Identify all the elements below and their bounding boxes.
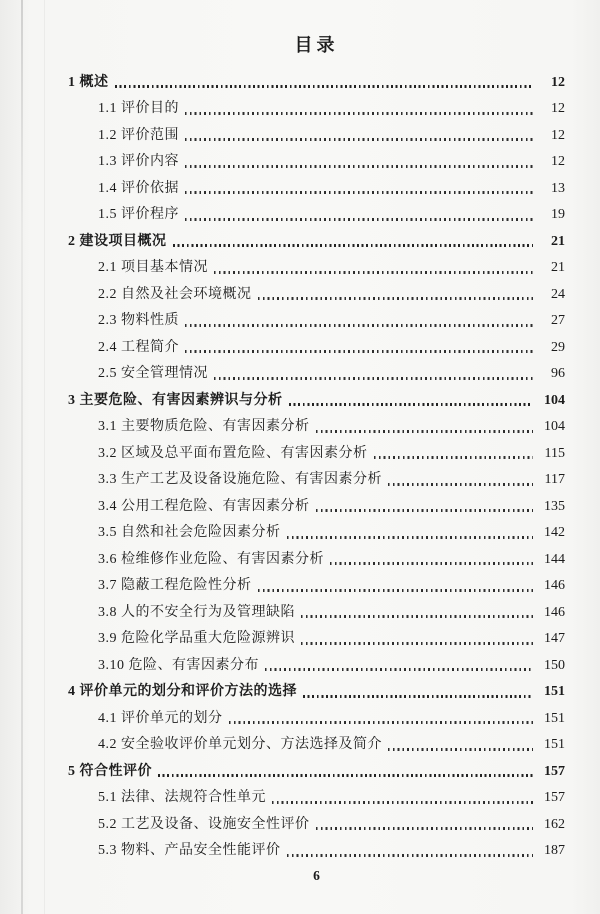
toc-leader-dots [185, 218, 533, 221]
toc-entry [68, 435, 565, 462]
toc-leader-dots [388, 483, 533, 486]
toc-entry-label: 2.2 自然及社会环境概况 [98, 286, 252, 302]
toc-list [68, 64, 565, 859]
toc-entry-label: 1.4 评价依据 [98, 180, 179, 196]
toc-entry-label: 4.2 安全验收评价单元划分、方法选择及简介 [98, 737, 382, 752]
toc-entry [68, 303, 565, 330]
toc-entry [68, 409, 565, 436]
toc-leader-dots [287, 536, 534, 539]
toc-entry-page: 13 [551, 180, 565, 196]
toc-leader-dots [185, 165, 533, 168]
toc-entry [68, 91, 565, 118]
toc-entry-page: 157 [544, 790, 565, 805]
toc-leader-dots [258, 297, 534, 300]
toc-entry-page: 29 [551, 339, 565, 355]
toc-entry-page: 12 [551, 101, 565, 116]
toc-entry [68, 382, 565, 409]
toc-entry-page: 12 [551, 127, 565, 143]
toc-entry-label: 2.4 工程简介 [98, 339, 179, 355]
toc-entry-page: 151 [544, 710, 565, 726]
toc-entry-label: 3 主要危险、有害因素辨识与分析 [68, 392, 283, 408]
toc-leader-dots [214, 271, 533, 274]
toc-entry-label: 3.4 公用工程危险、有害因素分析 [98, 498, 310, 514]
toc-entry [68, 541, 565, 568]
toc-entry-label: 1.5 评价程序 [98, 207, 179, 222]
toc-entry [68, 250, 565, 277]
toc-entry-page: 21 [551, 233, 565, 249]
toc-entry-label: 1.1 评价目的 [98, 101, 179, 116]
toc-leader-dots [173, 244, 534, 247]
toc-entry [68, 170, 565, 197]
toc-leader-dots [316, 827, 534, 830]
toc-entry-page: 151 [544, 684, 565, 699]
toc-entry [68, 568, 565, 595]
toc-leader-dots [330, 562, 533, 565]
toc-leader-dots [258, 589, 534, 592]
toc-entry-label: 5.2 工艺及设备、设施安全性评价 [98, 816, 310, 832]
toc-entry-label: 2 建设项目概况 [68, 233, 167, 249]
toc-leader-dots [272, 801, 533, 804]
toc-entry [68, 117, 565, 144]
toc-entry [68, 727, 565, 754]
toc-entry-page: 12 [551, 74, 565, 90]
toc-entry-page: 147 [544, 631, 565, 646]
toc-entry-label: 4.1 评价单元的划分 [98, 710, 223, 726]
toc-leader-dots [287, 854, 534, 857]
toc-entry-label: 3.7 隐蔽工程危险性分析 [98, 578, 252, 593]
toc-leader-dots [214, 377, 533, 380]
toc-entry-label: 5.1 法律、法规符合性单元 [98, 790, 266, 805]
toc-entry-page: 162 [544, 816, 565, 832]
toc-entry [68, 833, 565, 860]
toc-entry [68, 223, 565, 250]
toc-entry-label: 1 概述 [68, 74, 109, 90]
toc-entry-page: 115 [544, 445, 565, 461]
toc-entry [68, 144, 565, 171]
toc-entry-label: 5.3 物料、产品安全性能评价 [98, 843, 281, 858]
toc-entry-page: 12 [551, 154, 565, 169]
toc-entry-page: 146 [544, 604, 565, 620]
toc-leader-dots [316, 430, 534, 433]
toc-entry [68, 515, 565, 542]
scan-edge-artifact [21, 0, 23, 914]
toc-entry-label: 2.3 物料性质 [98, 313, 179, 328]
toc-entry-page: 104 [544, 392, 565, 408]
toc-leader-dots [289, 403, 534, 406]
toc-leader-dots [265, 668, 533, 671]
toc-entry-page: 187 [544, 843, 565, 858]
toc-entry-label: 3.1 主要物质危险、有害因素分析 [98, 419, 310, 434]
toc-entry-page: 96 [551, 366, 565, 381]
toc-entry-page: 24 [551, 286, 565, 302]
toc-entry-label: 3.10 危险、有害因素分布 [98, 657, 259, 673]
toc-leader-dots [374, 456, 534, 459]
toc-leader-dots [185, 350, 533, 353]
toc-entry-page: 104 [544, 419, 565, 434]
toc-entry-label: 1.3 评价内容 [98, 154, 179, 169]
toc-entry-page: 117 [544, 472, 565, 487]
toc-leader-dots [388, 748, 533, 751]
toc-entry [68, 594, 565, 621]
toc-entry-label: 2.5 安全管理情况 [98, 366, 208, 381]
toc-entry [68, 197, 565, 224]
toc-leader-dots [185, 191, 533, 194]
toc-entry [68, 462, 565, 489]
toc-entry-page: 144 [544, 551, 565, 567]
page-title: 目录 [294, 35, 339, 55]
toc-leader-dots [185, 112, 533, 115]
toc-entry-label: 3.5 自然和社会危险因素分析 [98, 525, 281, 540]
toc-leader-dots [185, 138, 533, 141]
toc-entry [68, 488, 565, 515]
toc-entry-label: 3.2 区域及总平面布置危险、有害因素分析 [98, 445, 368, 461]
toc-entry [68, 329, 565, 356]
toc-entry [68, 700, 565, 727]
toc-entry [68, 674, 565, 701]
toc-leader-dots [301, 615, 533, 618]
toc-leader-dots [316, 509, 534, 512]
toc-entry-page: 19 [551, 207, 565, 222]
toc-entry-page: 21 [551, 260, 565, 275]
toc-entry [68, 753, 565, 780]
toc-entry-page: 157 [544, 763, 565, 779]
toc-entry [68, 276, 565, 303]
toc-page [68, 0, 565, 914]
toc-entry-label: 1.2 评价范围 [98, 127, 179, 143]
toc-leader-dots [301, 642, 533, 645]
toc-entry [68, 780, 565, 807]
toc-entry-label: 5 符合性评价 [68, 763, 152, 779]
toc-leader-dots [303, 695, 533, 698]
toc-entry-label: 2.1 项目基本情况 [98, 260, 208, 275]
toc-entry-label: 3.6 检维修作业危险、有害因素分析 [98, 551, 324, 567]
toc-leader-dots [185, 324, 533, 327]
toc-entry-page: 135 [544, 498, 565, 514]
toc-entry-page: 150 [544, 657, 565, 673]
toc-entry [68, 621, 565, 648]
toc-entry-label: 3.8 人的不安全行为及管理缺陷 [98, 604, 295, 620]
page-number: 6 [313, 868, 320, 883]
toc-entry [68, 647, 565, 674]
toc-entry [68, 356, 565, 383]
toc-entry-label: 4 评价单元的划分和评价方法的选择 [68, 684, 297, 699]
toc-leader-dots [115, 85, 534, 88]
toc-entry [68, 806, 565, 833]
toc-entry-page: 146 [544, 578, 565, 593]
toc-entry-label: 3.9 危险化学品重大危险源辨识 [98, 631, 295, 646]
toc-entry-page: 142 [544, 525, 565, 540]
toc-leader-dots [158, 774, 533, 777]
scan-edge-artifact-2 [44, 0, 45, 914]
toc-leader-dots [229, 721, 534, 724]
toc-entry [68, 64, 565, 91]
toc-entry-page: 27 [551, 313, 565, 328]
toc-entry-page: 151 [544, 737, 565, 752]
toc-entry-label: 3.3 生产工艺及设备设施危险、有害因素分析 [98, 472, 382, 487]
